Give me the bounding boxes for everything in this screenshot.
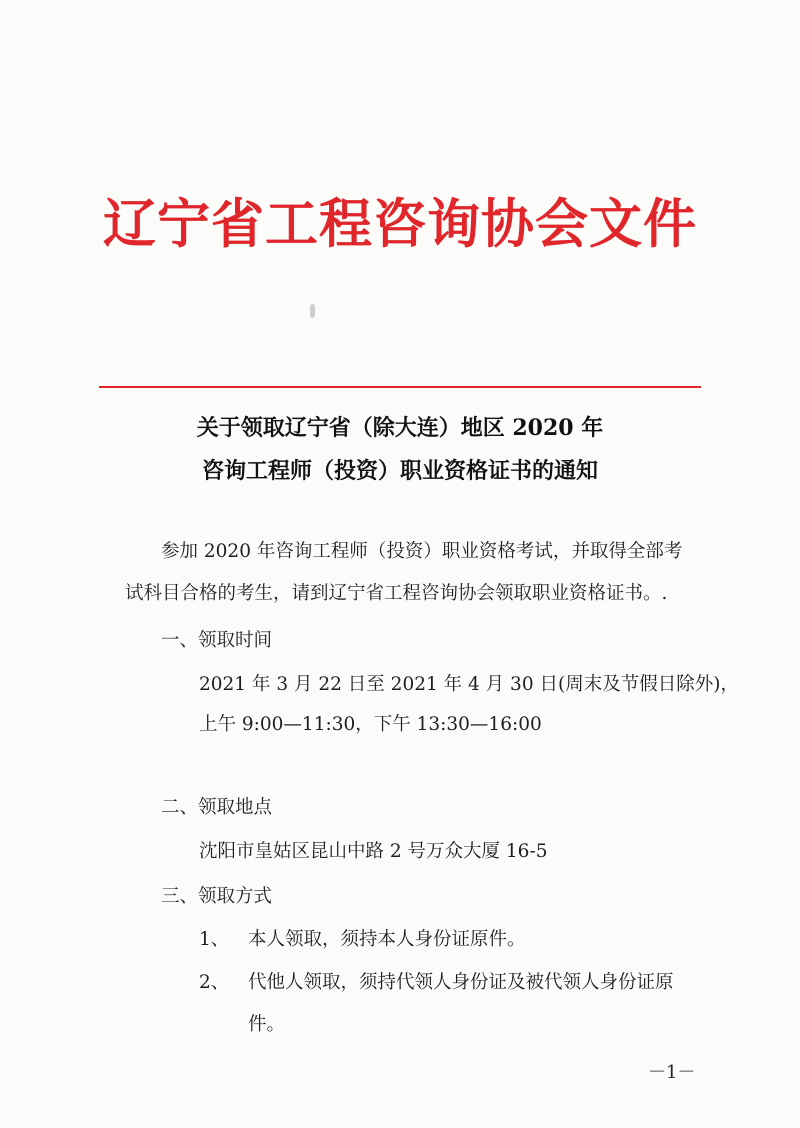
section-1-line-1: 2021 年 3 月 22 日至 2021 年 4 月 30 日(周末及节假日除外)， [199, 674, 739, 695]
section-1-heading: 一、领取时间 [161, 630, 273, 651]
paper-speck [310, 304, 315, 318]
section-3-heading: 三、领取方式 [161, 886, 273, 907]
section-2-line-1: 沈阳市皇姑区昆山中路 2 号万众大厦 16-5 [199, 841, 548, 862]
section-3-item-1-text: 本人领取，须持本人身份证原件。 [248, 929, 526, 950]
section-3-item-1-number: 1、 [199, 929, 230, 950]
section-2-heading: 二、领取地点 [161, 797, 273, 818]
notice-title-line-2: 咨询工程师（投资）职业资格证书的通知 [201, 458, 598, 484]
section-3-item-2-text: 代他人领取，须持代领人身份证及被代领人身份证原 [248, 972, 674, 993]
section-3-item-2-number: 2、 [199, 972, 230, 993]
notice-title-line-1: 关于领取辽宁省（除大连）地区 2020 年 [196, 415, 604, 441]
section-1-line-2: 上午 9:00—11:30，下午 13:30—16:00 [199, 714, 542, 735]
section-3-item-2-continuation: 件。 [248, 1014, 286, 1035]
intro-paragraph-line-1: 参加 2020 年咨询工程师（投资）职业资格考试，并取得全部考 [161, 541, 683, 562]
intro-paragraph-line-2: 试科目合格的考生，请到辽宁省工程咨询协会领取职业资格证书。. [125, 583, 668, 604]
header-divider-line [99, 386, 701, 388]
page-number: －1－ [648, 1062, 696, 1083]
document-header-title: 辽宁省工程咨询协会文件 [103, 193, 697, 255]
